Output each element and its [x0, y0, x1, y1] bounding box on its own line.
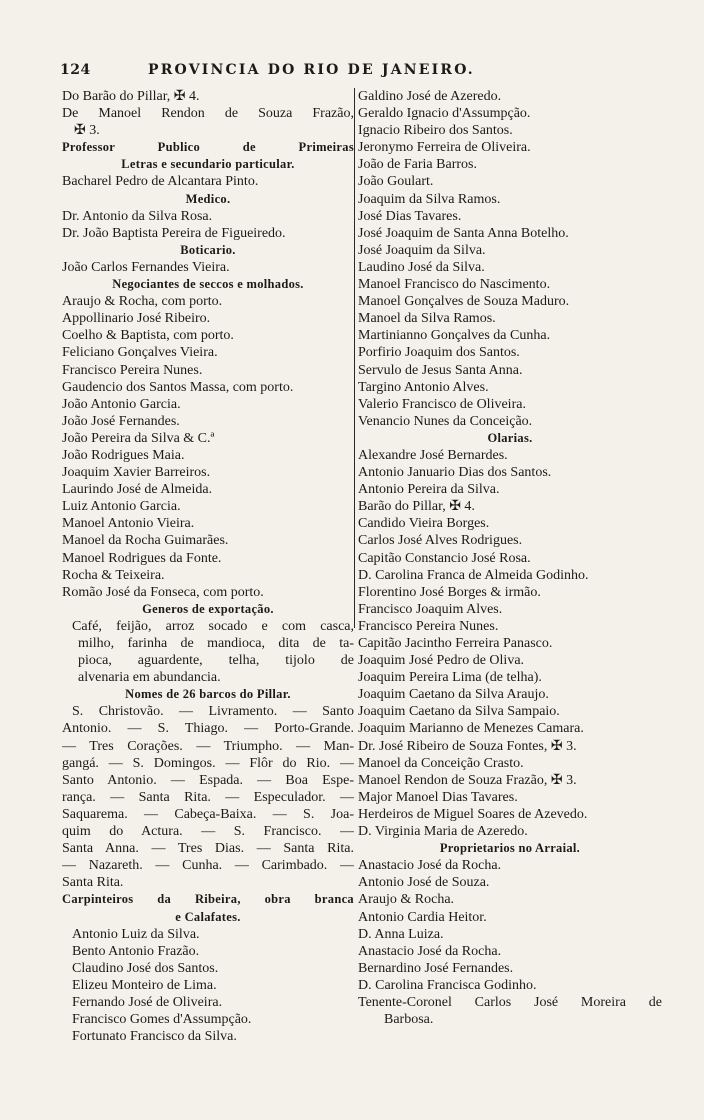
- list-item: Barão do Pillar, ✠ 4.: [358, 499, 475, 515]
- list-item: Appollinario José Ribeiro.: [62, 311, 211, 327]
- paragraph-line: Santa Anna. — Tres Dias. — Santa Rita.: [62, 841, 354, 857]
- list-item: Servulo de Jesus Santa Anna.: [358, 362, 523, 378]
- list-item: ✠ 3.: [74, 123, 100, 139]
- list-item: D. Carolina Francisca Godinho.: [358, 977, 537, 993]
- list-item: João Goulart.: [358, 174, 434, 190]
- list-item: Fernando José de Oliveira.: [72, 994, 223, 1010]
- list-item: Joaquim José Pedro de Oliva.: [358, 653, 525, 669]
- list-item: João Rodrigues Maia.: [62, 447, 185, 463]
- list-item: D. Virginia Maria de Azeredo.: [358, 824, 528, 840]
- list-item: Antonio José de Souza.: [358, 875, 490, 891]
- paragraph-line: Santa Rita.: [62, 875, 124, 891]
- list-item: D. Carolina Franca de Almeida Godinho.: [358, 567, 589, 583]
- section-heading: Generos de exportação.: [142, 601, 274, 616]
- list-item: Valerio Francisco de Oliveira.: [358, 396, 526, 412]
- list-item: Francisco Pereira Nunes.: [62, 362, 203, 378]
- list-item: João Carlos Fernandes Vieira.: [62, 259, 230, 275]
- list-item: Araujo & Rocha.: [358, 892, 455, 908]
- list-item: Do Barão do Pillar, ✠ 4.: [62, 89, 200, 104]
- list-item: Joaquim Caetano da Silva Sampaio.: [358, 704, 560, 720]
- list-item: Coelho & Baptista, com porto.: [62, 328, 234, 344]
- list-item: Araujo & Rocha, com porto.: [62, 294, 223, 310]
- list-item: Antonio Cardia Heitor.: [358, 909, 487, 925]
- list-item: Francisco Joaquim Alves.: [358, 601, 503, 617]
- list-item: Elizeu Monteiro de Lima.: [72, 977, 217, 993]
- list-item: Alexandre José Bernardes.: [358, 447, 508, 463]
- list-item: Barbosa.: [384, 1012, 434, 1028]
- paragraph-line: rança. — Santa Rita. — Especulador. —: [62, 789, 354, 805]
- list-item: Manoel Francisco do Nascimento.: [358, 277, 551, 293]
- list-item: Geraldo Ignacio d'Assumpção.: [358, 106, 531, 122]
- list-item: Anastacio José da Rocha.: [358, 943, 502, 959]
- section-heading: Nomes de 26 barcos do Pillar.: [125, 687, 291, 702]
- list-item: Bento Antonio Frazão.: [72, 943, 200, 959]
- running-title: PROVINCIA DO RIO DE JANEIRO.: [148, 62, 475, 78]
- list-item: Major Manoel Dias Tavares.: [358, 789, 518, 805]
- list-item: Antonio Januario Dias dos Santos.: [358, 465, 552, 481]
- paragraph-line: quim do Actura. — S. Francisco. —: [62, 824, 354, 840]
- list-item: Joaquim Marianno de Menezes Camara.: [358, 721, 584, 737]
- list-item: Anastacio José da Rocha.: [358, 858, 502, 874]
- list-item: Manoel Antonio Vieira.: [62, 516, 195, 532]
- paragraph-line: S. Christovão. — Livramento. — Santo: [72, 704, 354, 720]
- list-item: João José Fernandes.: [62, 413, 180, 429]
- list-item: Antonio Pereira da Silva.: [358, 482, 500, 498]
- list-item: Francisco Pereira Nunes.: [358, 618, 499, 634]
- page-number: 124: [60, 62, 91, 78]
- paragraph-line: Santo Antonio. — Espada. — Boa Espe-: [62, 772, 354, 788]
- list-item: Rocha & Teixeira.: [62, 567, 165, 583]
- list-item: José Joaquim da Silva.: [358, 242, 486, 258]
- list-item: Ignacio Ribeiro dos Santos.: [358, 123, 513, 139]
- section-heading: Carpinteiros da Ribeira, obra branca: [62, 892, 354, 907]
- section-heading: Negociantes de seccos e molhados.: [112, 277, 304, 292]
- section-heading: Professor Publico de Primeiras: [62, 140, 354, 155]
- list-item: Galdino José de Azeredo.: [358, 89, 502, 104]
- section-heading: Proprietarios no Arraial.: [439, 841, 581, 856]
- paragraph-line: gangá. — S. Domingos. — Flôr do Rio. —: [62, 755, 354, 771]
- paragraph-line: Antonio. — S. Thiago. — Porto-Grande.: [62, 721, 354, 737]
- list-item: João de Faria Barros.: [358, 157, 477, 173]
- column-divider: [354, 88, 355, 628]
- list-item: Tenente-Coronel Carlos José Moreira de: [358, 994, 662, 1010]
- list-item: Carlos José Alves Rodrigues.: [358, 533, 523, 549]
- list-item: Bernardino José Fernandes.: [358, 960, 514, 976]
- section-heading: e Calafates.: [175, 909, 241, 924]
- list-item: Targino Antonio Alves.: [358, 379, 489, 395]
- list-item: De Manoel Rendon de Souza Frazão,: [62, 106, 354, 122]
- list-item: D. Anna Luiza.: [358, 926, 444, 942]
- list-item: Martinianno Gonçalves da Cunha.: [358, 328, 551, 344]
- list-item: Manoel da Rocha Guimarães.: [62, 533, 229, 549]
- list-item: Capitão Constancio José Rosa.: [358, 550, 531, 566]
- list-item: Manoel da Conceição Crasto.: [358, 755, 524, 771]
- section-heading: Medico.: [185, 191, 231, 206]
- right-column: [358, 88, 662, 1028]
- list-item: Manoel Gonçalves de Souza Maduro.: [358, 294, 570, 310]
- list-item: João Antonio Garcia.: [62, 396, 181, 412]
- list-item: Manoel Rodrigues da Fonte.: [62, 550, 222, 566]
- left-column: [62, 88, 354, 1045]
- paragraph-line: alvenaria em abundancia.: [78, 670, 221, 686]
- list-item: Joaquim Caetano da Silva Araujo.: [358, 687, 549, 703]
- list-item: Feliciano Gonçalves Vieira.: [62, 345, 218, 361]
- list-item: Capitão Jacintho Ferreira Panasco.: [358, 636, 553, 651]
- list-item: José Joaquim de Santa Anna Botelho.: [358, 225, 569, 241]
- list-item: Antonio Luiz da Silva.: [72, 926, 200, 942]
- paragraph-line: — Nazareth. — Cunha. — Carimbado. —: [62, 858, 354, 874]
- section-heading: Letras e secundario particular.: [121, 157, 295, 172]
- list-item: Luiz Antonio Garcia.: [62, 499, 181, 515]
- list-item: Porfirio Joaquim dos Santos.: [358, 345, 520, 361]
- list-item: Jeronymo Ferreira de Oliveira.: [358, 140, 531, 156]
- list-item: Herdeiros de Miguel Soares de Azevedo.: [358, 806, 588, 822]
- list-item: Fortunato Francisco da Silva.: [72, 1029, 237, 1045]
- list-item: Dr. João Baptista Pereira de Figueiredo.: [62, 225, 286, 241]
- list-item: Joaquim da Silva Ramos.: [358, 191, 501, 207]
- list-item: Joaquim Pereira Lima (de telha).: [358, 670, 542, 686]
- list-item: Francisco Gomes d'Assumpção.: [72, 1012, 252, 1028]
- list-item: José Dias Tavares.: [358, 208, 462, 224]
- list-item: Claudino José dos Santos.: [72, 960, 219, 976]
- list-item: Manoel da Silva Ramos.: [358, 311, 496, 327]
- list-item: Dr. Antonio da Silva Rosa.: [62, 208, 213, 224]
- list-item: João Pereira da Silva & C.ª: [62, 430, 215, 446]
- list-item: Florentino José Borges & irmão.: [358, 584, 541, 600]
- list-item: Joaquim Xavier Barreiros.: [62, 465, 211, 481]
- list-item: Bacharel Pedro de Alcantara Pinto.: [62, 174, 259, 190]
- list-item: Laurindo José de Almeida.: [62, 482, 213, 498]
- paragraph-line: milho, farinha de mandioca, dita de ta-: [78, 636, 354, 651]
- list-item: Candido Vieira Borges.: [358, 516, 490, 532]
- section-heading: Boticario.: [180, 242, 236, 257]
- paragraph-line: Café, feijão, arroz socado e com casca,: [72, 618, 354, 634]
- list-item: Romão José da Fonseca, com porto.: [62, 584, 264, 600]
- list-item: Laudino José da Silva.: [358, 259, 485, 275]
- paragraph-line: — Tres Corações. — Triumpho. — Man-: [62, 738, 354, 754]
- list-item: Venancio Nunes da Conceição.: [358, 413, 533, 429]
- list-item: Gaudencio dos Santos Massa, com porto.: [62, 379, 294, 395]
- paragraph-line: Saquarema. — Cabeça-Baixa. — S. Joa-: [62, 806, 354, 822]
- page-header: [60, 62, 660, 82]
- list-item: Dr. José Ribeiro de Souza Fontes, ✠ 3.: [358, 738, 577, 754]
- list-item: Manoel Rendon de Souza Frazão, ✠ 3.: [358, 772, 577, 788]
- paragraph-line: pioca, aguardente, telha, tijolo de: [78, 653, 354, 669]
- section-heading: Olarias.: [487, 430, 533, 445]
